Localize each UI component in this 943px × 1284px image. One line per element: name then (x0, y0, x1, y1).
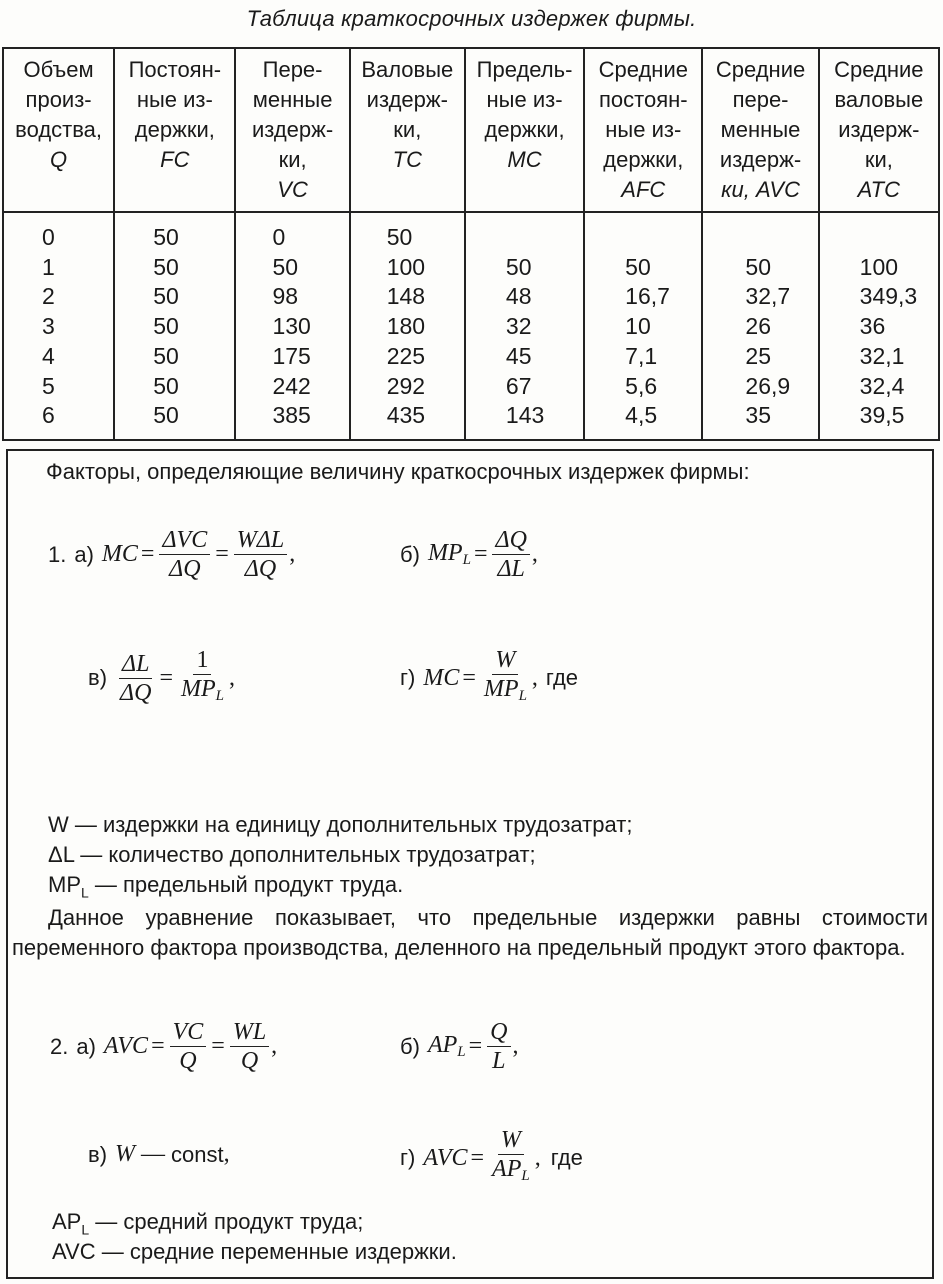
table-cell: 16,7 (584, 282, 702, 312)
table-cell: 67 (465, 372, 584, 402)
table-cell: 349,3 (819, 282, 939, 312)
column-symbol: ATC (857, 177, 901, 202)
def-apl: $AP_L$ — средний продукт труда; (52, 1209, 364, 1238)
table-cell: 0 (3, 212, 114, 253)
column-header: Объем произ- водства, Q (3, 48, 114, 212)
table-cell: 100 (350, 253, 465, 283)
label-2b: б) (400, 1033, 420, 1059)
table-cell: 143 (465, 401, 584, 440)
table-cell: 50 (114, 372, 235, 402)
label-2v: в) (88, 1141, 108, 1167)
table-cell (819, 212, 939, 253)
short-run-costs-table (2, 47, 940, 441)
table-cell: 7,1 (584, 342, 702, 372)
table-cell: 26,9 (702, 372, 818, 402)
def-avc: AVC — средние переменные издержки. (52, 1239, 457, 1264)
table-cell: 26 (702, 312, 818, 342)
table-cell: 0 (235, 212, 349, 253)
item-number-1: 1. (48, 541, 67, 567)
table-cell: 35 (702, 401, 818, 440)
mc-symbol: MC (101, 541, 138, 567)
table-cell: 2 (3, 282, 114, 312)
table-cell: 25 (702, 342, 818, 372)
column-header: Средние валовые издерж- ки, ATC (819, 48, 939, 212)
table-cell: 6 (3, 401, 114, 440)
vc-over-q: $\frac{VC}{Q}$ (170, 1019, 207, 1074)
table-cell: 4 (3, 342, 114, 372)
column-symbol: AFC (621, 177, 666, 202)
table-row (3, 312, 939, 342)
table-cell: 50 (114, 312, 235, 342)
wdl-over-dq: $\frac{\text{WΔL}}{\Delta Q}$ (234, 527, 287, 582)
column-symbol: VC (277, 177, 308, 202)
column-header: Валовые издерж- ки, TC (350, 48, 465, 212)
table-cell: 50 (584, 253, 702, 283)
table-cell: 32,4 (819, 372, 939, 402)
column-symbol: Q (50, 147, 68, 172)
column-symbol: TC (392, 147, 422, 172)
label-1b: б) (400, 541, 420, 567)
table-cell: 3 (3, 312, 114, 342)
table-cell: 4,5 (584, 401, 702, 440)
formula-1v: в) $\frac{\Delta L}{\Delta Q}$ = $\frac{1}{MP_L}$ , (88, 647, 235, 709)
table-cell: 5 (3, 372, 114, 402)
formula-2a: 2. а) AVC = $\frac{VC}{Q}$ = $\frac{WL}{Q}$ , (50, 1019, 278, 1074)
table-cell: 225 (350, 342, 465, 372)
column-symbol: FC (160, 147, 190, 172)
table-row (3, 342, 939, 372)
table-cell: 50 (114, 401, 235, 440)
column-symbol: MC (507, 147, 542, 172)
q-over-l: $\frac{Q}{L}$ (487, 1019, 510, 1074)
table-cell: 32,1 (819, 342, 939, 372)
table-cell: 100 (819, 253, 939, 283)
column-symbol: ки, AVC (721, 177, 800, 202)
column-header: Постоян- ные из- держки, FC (114, 48, 235, 212)
table-row (3, 372, 939, 402)
table-cell: 385 (235, 401, 349, 440)
table-cell (702, 212, 818, 253)
table-cell: 45 (465, 342, 584, 372)
table-cell: 10 (584, 312, 702, 342)
table-cell: 292 (350, 372, 465, 402)
label-1g: г) (400, 665, 416, 690)
column-header: Средние постоян- ные из- держки, AFC (584, 48, 702, 212)
table-cell: 36 (819, 312, 939, 342)
dq-over-dl: $\frac{\Delta Q}{\Delta L}$ (492, 527, 529, 582)
table-cell: 148 (350, 282, 465, 312)
wl-over-q: $\frac{WL}{Q}$ (230, 1019, 269, 1074)
table-row (3, 253, 939, 283)
table-cell: 435 (350, 401, 465, 440)
table-cell: 242 (235, 372, 349, 402)
table-cell: 50 (235, 253, 349, 283)
factors-heading: Факторы, определяющие величину краткосрочных издержек фирмы: (46, 459, 750, 484)
column-header: Средние пере- менные издерж- ки, AVC (702, 48, 818, 212)
formula-2b: б) $AP_L$ = $\frac{Q}{L}$ , (400, 1019, 519, 1074)
table-cell: 50 (114, 282, 235, 312)
def-dl: ΔL — количество дополнительных трудозатрат; (48, 842, 536, 867)
factors-box (6, 449, 934, 1279)
table-cell: 50 (465, 253, 584, 283)
table-cell: 50 (114, 253, 235, 283)
where-2: где (550, 1145, 583, 1170)
formula-2v: в) W — const , (88, 1141, 230, 1167)
dl-over-dq: $\frac{\Delta L}{\Delta Q}$ (120, 650, 152, 706)
table-cell: 32,7 (702, 282, 818, 312)
one-over-mpl: $\frac{1}{MP_L}$ (180, 647, 224, 704)
w-over-apl: $\frac{W}{AP_L}$ (492, 1127, 530, 1184)
label-1v: в) (88, 665, 108, 690)
table-cell (584, 212, 702, 253)
def-w: W — издержки на единицу дополнительных трудозатрат; (48, 812, 633, 837)
table-row (3, 401, 939, 440)
item-number-2: 2. (50, 1033, 69, 1059)
table-cell: 48 (465, 282, 584, 312)
dvc-over-dq: $\frac{\text{ΔVC}}{\Delta Q}$ (159, 527, 210, 582)
table-cell: 32 (465, 312, 584, 342)
table-cell: 50 (114, 342, 235, 372)
table-cell: 5,6 (584, 372, 702, 402)
table-cell: 50 (350, 212, 465, 253)
table-row (3, 282, 939, 312)
column-header: Предель- ные из- держки, MC (465, 48, 584, 212)
label-2g: г) (400, 1145, 416, 1170)
table-cell: 1 (3, 253, 114, 283)
table-title: Таблица краткосрочных издержек фирмы. (246, 6, 697, 31)
formula-1a: 1. а) MC = $\frac{\text{ΔVC}}{\Delta Q}$ = $\frac{\text{WΔL}}{\Delta Q}$ , (48, 527, 296, 582)
label-2a: а) (76, 1033, 96, 1059)
def-mpl: $MP_L$ — предельный продукт труда. (48, 872, 404, 901)
label-1a: а) (74, 541, 94, 567)
formula-2g: г) AVC = $\frac{W}{AP_L}$ , где (400, 1127, 591, 1189)
table-cell: 98 (235, 282, 349, 312)
table-cell: 180 (350, 312, 465, 342)
table-row (3, 212, 939, 253)
table-cell (465, 212, 584, 253)
formula-1g: г) MC = $\frac{W}{MP_L}$ , где (400, 647, 586, 709)
where-1: где (545, 665, 579, 690)
table-cell: 130 (235, 312, 349, 342)
column-header: Пере- менные издерж- ки, VC (235, 48, 349, 212)
table-cell: 50 (702, 253, 818, 283)
w-over-mpl: $\frac{W}{MP_L}$ (483, 647, 527, 704)
explanation-paragraph: Данное уравнение показывает, что предельные издержки равны стоимости переменного фактора производства, деленного на предельный продукт этого фактора. (12, 905, 928, 960)
table-cell: 175 (235, 342, 349, 372)
formula-1b: б) $MP_L$ = $\frac{\Delta Q}{\Delta L}$ , (400, 527, 538, 582)
table-cell: 50 (114, 212, 235, 253)
table-cell: 39,5 (819, 401, 939, 440)
